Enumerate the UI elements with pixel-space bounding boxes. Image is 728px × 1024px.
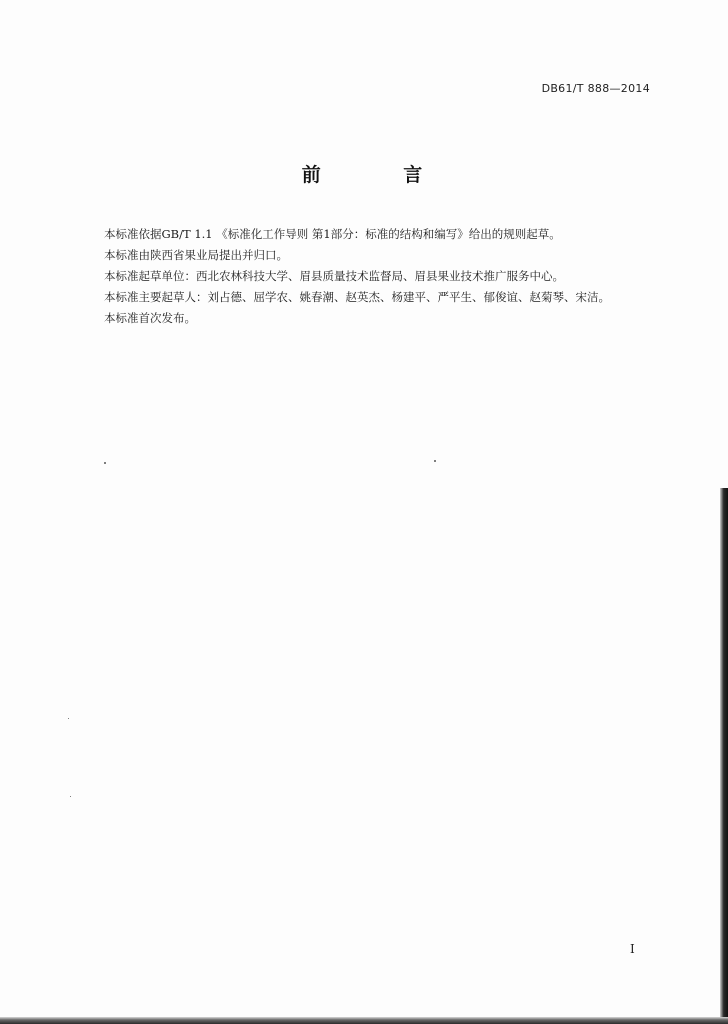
- foreword-body: [104, 224, 664, 329]
- page-number: I: [630, 942, 635, 956]
- paragraph-first-release: 本标准首次发布。: [104, 311, 196, 325]
- standard-code: DB61/T 888—2014: [541, 82, 650, 95]
- paragraph-drafters: 本标准主要起草人：刘占德、屈学农、姚春潮、赵英杰、杨建平、严平生、郁俊谊、赵菊琴、宋洁。: [104, 290, 610, 304]
- paragraph-proposer: 本标准由陕西省果业局提出并归口。: [104, 248, 288, 262]
- scan-edge-bottom: [0, 1017, 728, 1024]
- scan-speck: [70, 796, 71, 797]
- scan-speck: [434, 460, 436, 462]
- scan-edge-right: [720, 488, 728, 1024]
- paragraph-drafting-units: 本标准起草单位：西北农林科技大学、眉县质量技术监督局、眉县果业技术推广服务中心。: [104, 269, 564, 283]
- scan-speck: [68, 718, 69, 719]
- paragraph-drafting-rules: 本标准依据GB/T 1.1 《标准化工作导则 第1部分：标准的结构和编写》给出的规则起草。: [104, 227, 561, 241]
- scan-speck: [104, 462, 106, 464]
- page-title: 前 言: [301, 164, 461, 186]
